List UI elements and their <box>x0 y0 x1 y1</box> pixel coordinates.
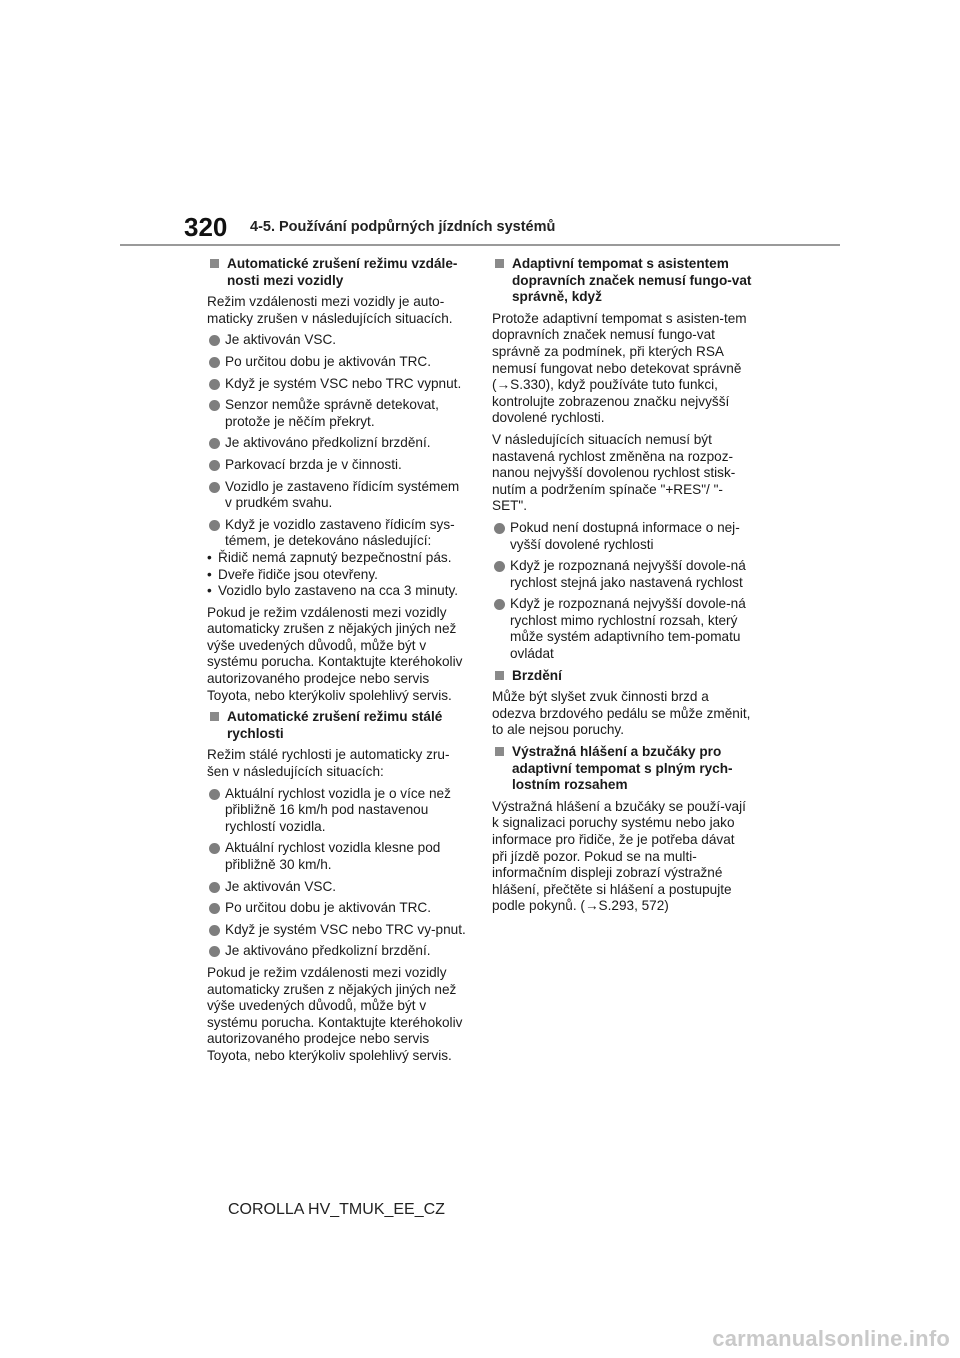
circle-bullet-icon <box>209 482 220 493</box>
footer-model-code: COROLLA HV_TMUK_EE_CZ <box>228 1201 445 1218</box>
list-item: Když je vozidlo zastaveno řídicím sys-témem, je detekováno následující: <box>207 517 467 550</box>
square-bullet-icon <box>210 712 219 721</box>
list-item: Je aktivováno předkolizní brzdění. <box>207 435 467 452</box>
list-item: Po určitou dobu je aktivován TRC. <box>207 900 467 917</box>
circle-bullet-icon <box>209 925 220 936</box>
list-item: Vozidlo je zastaveno řídicím systémem v prudkém svahu. <box>207 479 467 512</box>
circle-bullet-icon <box>209 357 220 368</box>
circle-bullet-icon <box>209 946 220 957</box>
square-bullet-icon <box>495 259 504 268</box>
circle-bullet-icon <box>209 438 220 449</box>
section-heading: Adaptivní tempomat s asistentem dopravních značek nemusí fungo-vat správně, když <box>492 256 752 306</box>
circle-bullet-icon <box>209 882 220 893</box>
list-item: Aktuální rychlost vozidla je o více než přibližně 16 km/h pod nastavenou rychlostí vozidla. <box>207 786 467 836</box>
section-heading: Brzdění <box>492 668 752 685</box>
watermark-text: carmanualsonline.info <box>712 1326 950 1351</box>
section-heading: Automatické zrušení režimu vzdále-nosti mezi vozidly <box>207 256 467 289</box>
list-item: Je aktivován VSC. <box>207 332 467 349</box>
list-item: Když je systém VSC nebo TRC vypnut. <box>207 376 467 393</box>
list-item: Parkovací brzda je v činnosti. <box>207 457 467 474</box>
list-item: Pokud není dostupná informace o nej-vyšší dovolené rychlosti <box>492 520 752 553</box>
circle-bullet-icon <box>494 561 505 572</box>
list-item: Senzor nemůže správně detekovat, protože je něčím překryt. <box>207 397 467 430</box>
sub-list-item: • Řidič nemá zapnutý bezpečnostní pás. <box>207 549 452 565</box>
circle-bullet-icon <box>209 379 220 390</box>
section-heading: Automatické zrušení režimu stálé rychlosti <box>207 709 467 742</box>
list-item: Když je rozpoznaná nejvyšší dovole-ná rychlost mimo rychlostní rozsah, který může systém adaptivního tem-pomatu ovládat <box>492 596 752 662</box>
left-column <box>207 256 467 1070</box>
circle-bullet-icon <box>209 843 220 854</box>
section-paragraph: Výstražná hlášení a bzučáky se použí-vají k signalizaci poruchy systému nebo jako informace pro řidiče, že je potřeba dávat při jízdě pozor. Pokud se na multi-informačním displeji zobrazí výstražné hlášení, přečtěte si hlášení a postupujte podle pokynů. (→S.293, 572) <box>492 798 746 914</box>
section-closing: Pokud je režim vzdálenosti mezi vozidly automaticky zrušen z nějakých jiných než výše uvedených důvodů, může být v systému porucha. Kontaktujte kteréhokoliv autorizovaného prodejce nebo servis Toyota, nebo kterýkoliv spolehlivý servis. <box>207 604 463 703</box>
section-intro: Režim stálé rychlosti je automaticky zru-šen v následujících situacích: <box>207 747 450 780</box>
list-item: Je aktivováno předkolizní brzdění. <box>207 943 467 960</box>
sub-list-item: • Vozidlo bylo zastaveno na cca 3 minuty. <box>207 583 459 599</box>
square-bullet-icon <box>495 747 504 756</box>
circle-bullet-icon <box>209 335 220 346</box>
section-intro: Režim vzdálenosti mezi vozidly je auto-maticky zrušen v následujících situacích. <box>207 294 453 326</box>
sub-list <box>207 550 467 600</box>
square-bullet-icon <box>495 671 504 680</box>
list-item: Aktuální rychlost vozidla klesne pod přibližně 30 km/h. <box>207 840 467 873</box>
circle-bullet-icon <box>209 789 220 800</box>
circle-bullet-icon <box>209 400 220 411</box>
circle-bullet-icon <box>494 523 505 534</box>
section-closing: Pokud je režim vzdálenosti mezi vozidly automaticky zrušen z nějakých jiných než výše uvedených důvodů, může být v systému porucha. Kontaktujte kteréhokoliv autorizovaného prodejce nebo servis Toyota, nebo kterýkoliv spolehlivý servis. <box>207 964 463 1063</box>
section-paragraph: Může být slyšet zvuk činnosti brzd a odezva brzdového pedálu se může změnit, to ale nejsou poruchy. <box>492 689 751 738</box>
list-item: Když je systém VSC nebo TRC vy-pnut. <box>207 922 467 939</box>
header-rule <box>120 244 840 246</box>
section-paragraph: Protože adaptivní tempomat s asisten-tem dopravních značek nemusí fungo-vat správně za podmínek, při kterých RSA nemusí fungovat nebo detekovat správně (→S.330), když používáte tuto funkci, kontrolujte zobrazenou značku nejvyšší dovolené rychlosti. <box>492 310 747 426</box>
section-heading: Výstražná hlášení a bzučáky pro adaptivní tempomat s plným rych-lostním rozsahem <box>492 744 752 794</box>
circle-bullet-icon <box>209 903 220 914</box>
list-item: Když je rozpoznaná nejvyšší dovole-ná rychlost stejná jako nastavená rychlost <box>492 558 752 591</box>
circle-bullet-icon <box>209 520 220 531</box>
circle-bullet-icon <box>494 599 505 610</box>
list-item: Po určitou dobu je aktivován TRC. <box>207 354 467 371</box>
section-paragraph: V následujících situacích nemusí být nastavená rychlost změněna na rozpoz-nanou nejvyšší dovolenou rychlost stisk-nutím a podržením spínače "+RES"/ "-SET". <box>492 431 736 514</box>
list-item: Je aktivován VSC. <box>207 879 467 896</box>
sub-list-item: • Dveře řidiče jsou otevřeny. <box>207 566 378 582</box>
circle-bullet-icon <box>209 460 220 471</box>
page-number: 320 <box>184 212 228 242</box>
chapter-title: 4-5. Používání podpůrných jízdních systémů <box>250 219 556 235</box>
square-bullet-icon <box>210 259 219 268</box>
right-column <box>492 256 752 920</box>
